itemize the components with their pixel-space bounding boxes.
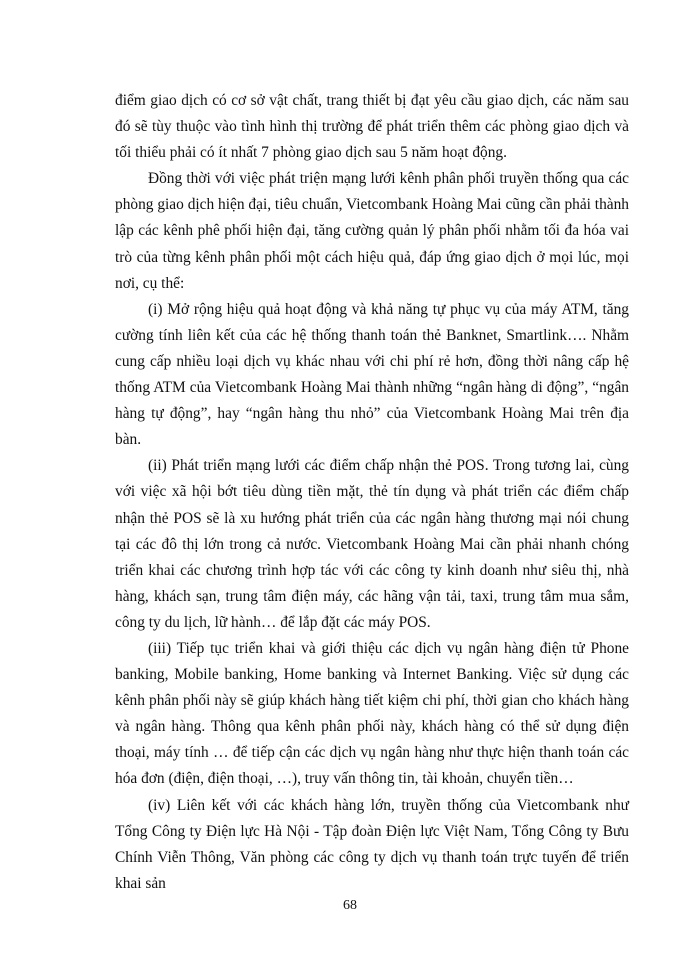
page-number: 68 bbox=[343, 898, 357, 913]
paragraph-item-iv-partners: (iv) Liên kết với các khách hàng lớn, truyền thống của Vietcombank như Tổng Công ty Điện lực Hà Nội - Tập đoàn Điện lực Việt Nam, Tổng Công ty Bưu Chính Viễn Thông, Văn phòng các công ty dịch vụ thanh toán trực tuyến để triển khai sản bbox=[115, 796, 629, 892]
paragraph-item-iii-e-banking: (iii) Tiếp tục triển khai và giới thiệu các dịch vụ ngân hàng điện tử Phone banking, Mobile banking, Home banking và Internet Banking. Việc sử dụng các kênh phân phối này sẽ giúp khách hàng tiết kiệm chi phí, thời gian cho khách hàng và ngân hàng. Thông qua kênh phân phối này, khách hàng có thể sử dụng điện thoại, máy tính … để tiếp cận các dịch vụ ngân hàng như thực hiện thanh toán các hóa đơn (điện, điện thoại, …), truy vấn thông tin, tài khoản, chuyển tiền… bbox=[115, 639, 629, 788]
paragraph-continuation: điểm giao dịch có cơ sở vật chất, trang thiết bị đạt yêu cầu giao dịch, các năm sau đó sẽ tùy thuộc vào tình hình thị trường để phát triển thêm các phòng giao dịch và tối thiểu phải có ít nhất 7 phòng giao dịch sau 5 năm hoạt động. bbox=[115, 92, 629, 162]
document-body bbox=[115, 88, 629, 897]
paragraph-distribution-channels: Đồng thời với việc phát triện mạng lưới kênh phân phối truyền thống qua các phòng giao dịch hiện đại, tiêu chuẩn, Vietcombank Hoàng Mai cũng cần phải thành lập các kênh phê phối hiện đại, tăng cường quản lý phân phối nhằm tối đa hóa vai trò của từng kênh phân phối một cách hiệu quả, đáp ứng giao dịch ở mọi lúc, mọi nơi, cụ thể: bbox=[115, 170, 629, 292]
paragraph-item-ii-pos: (ii) Phát triển mạng lưới các điểm chấp nhận thẻ POS. Trong tương lai, cùng với việc xã hội bớt tiêu dùng tiền mặt, thẻ tín dụng và phát triển các điểm chấp nhận thẻ POS sẽ là xu hướng phát triển của các ngân hàng thương mại nói chung tại các đô thị lớn trong cả nước. Vietcombank Hoàng Mai cần phải nhanh chóng triển khai các chương trình hợp tác với các công ty kinh doanh như siêu thị, nhà hàng, khách sạn, trung tâm điện máy, các hãng vận tải, taxi, trung tâm mua sắm, công ty du lịch, lữ hành… để lắp đặt các máy POS. bbox=[115, 457, 629, 631]
paragraph-item-i-atm: (i) Mở rộng hiệu quả hoạt động và khả năng tự phục vụ của máy ATM, tăng cường tính liên kết của các hệ thống thanh toán thẻ Banknet, Smartlink…. Nhằm cung cấp nhiều loại dịch vụ khác nhau với chi phí rẻ hơn, đồng thời nâng cấp hệ thống ATM của Vietcombank Hoàng Mai thành những “ngân hàng di động”, “ngân hàng tự động”, hay “ngân hàng thu nhỏ” của Vietcombank Hoàng Mai trên địa bàn. bbox=[115, 300, 629, 449]
